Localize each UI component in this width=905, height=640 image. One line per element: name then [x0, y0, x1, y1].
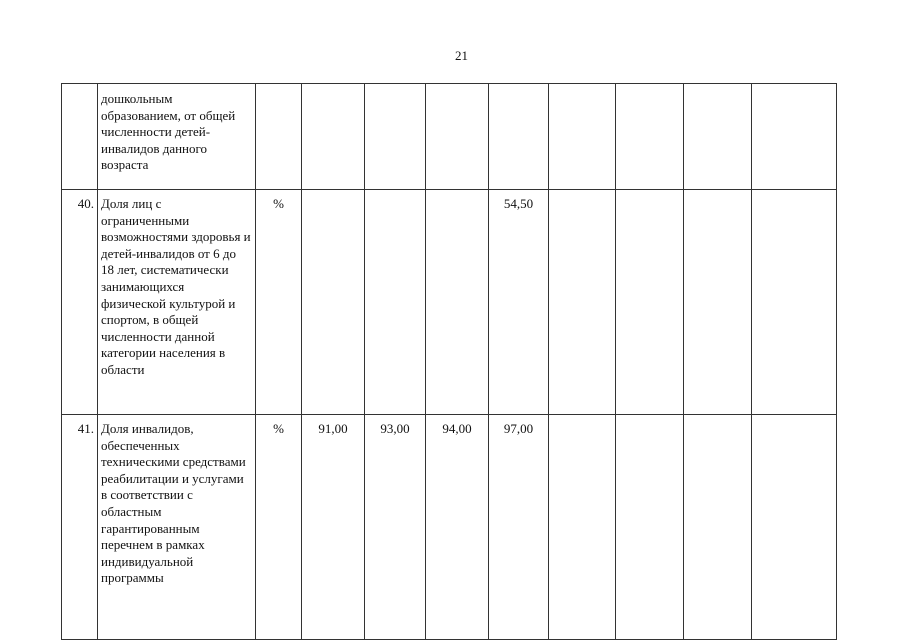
- value-cell: [365, 190, 426, 415]
- value-cell: [616, 84, 684, 190]
- value-cell: [302, 190, 365, 415]
- unit-cell: [256, 84, 302, 190]
- value-cell: [616, 190, 684, 415]
- value-cell: [549, 190, 616, 415]
- value-cell: 54,50: [489, 190, 549, 415]
- table-row: [62, 84, 837, 190]
- indicator-name: дошкольным образованием, от общей численности детей-инвалидов данного возраста: [98, 84, 256, 190]
- value-cell: [549, 415, 616, 640]
- row-number: 41.: [62, 415, 98, 640]
- row-number: 40.: [62, 190, 98, 415]
- value-cell: 94,00: [426, 415, 489, 640]
- indicator-name: Доля инвалидов, обеспеченных техническими средствами реабилитации и услугами в соответствии с областным гарантированным перечнем в рамках индивидуальной программы: [98, 415, 256, 640]
- value-cell: 93,00: [365, 415, 426, 640]
- value-cell: [752, 190, 837, 415]
- table-row: [62, 415, 837, 640]
- value-cell: [426, 84, 489, 190]
- value-cell: [426, 190, 489, 415]
- indicator-table: [61, 83, 837, 640]
- value-cell: [302, 84, 365, 190]
- row-number: [62, 84, 98, 190]
- value-cell: [549, 84, 616, 190]
- value-cell: [684, 415, 752, 640]
- value-cell: [365, 84, 426, 190]
- value-cell: [684, 84, 752, 190]
- value-cell: [616, 415, 684, 640]
- value-cell: 91,00: [302, 415, 365, 640]
- value-cell: [684, 190, 752, 415]
- unit-cell: %: [256, 415, 302, 640]
- unit-cell: %: [256, 190, 302, 415]
- page-number: 21: [455, 48, 468, 63]
- indicator-name: Доля лиц с ограниченными возможностями здоровья и детей-инвалидов от 6 до 18 лет, систематически занимающихся физической культурой и спортом, в общей численности данной категории населения в области: [98, 190, 256, 415]
- value-cell: [752, 84, 837, 190]
- table-row: [62, 190, 837, 415]
- value-cell: 97,00: [489, 415, 549, 640]
- value-cell: [489, 84, 549, 190]
- value-cell: [752, 415, 837, 640]
